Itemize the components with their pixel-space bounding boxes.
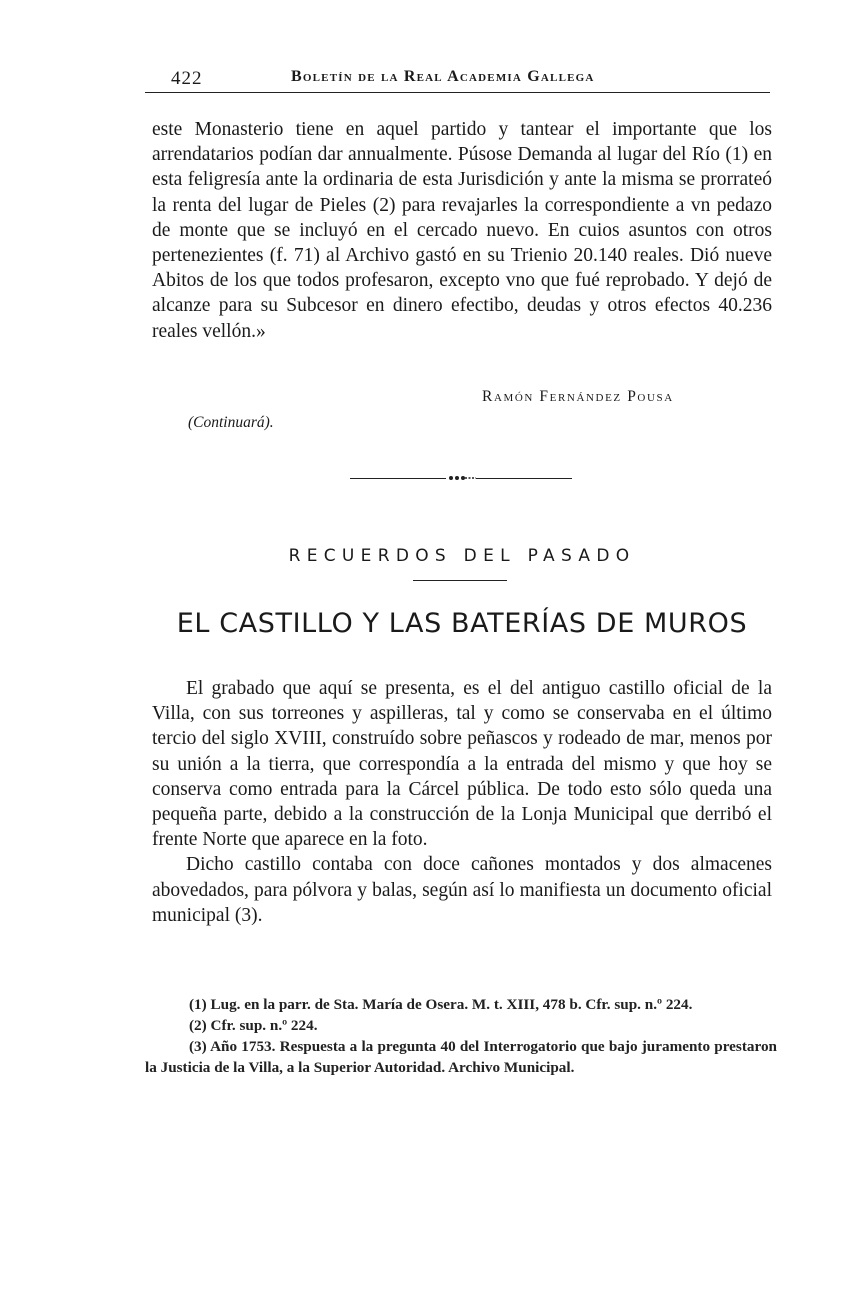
article-paragraph: El grabado que aquí se presenta, es el del antiguo castillo oficial de la Villa, con sus torreones y aspilleras, tal y como se conservaba en el último tercio del siglo XVIII, construído sobre peñascos y rodeado de mar, menos por su unión a la tierra, que correspondía a la entrada del mismo y que hoy se conserva como entrada para la Cárcel pública. De todo esto sólo queda una pequeña parte, debido a la construcción de la Lonja Municipal que derribó el frente Norte que aparece en la foto. <box>152 678 772 851</box>
continued-note: (Continuará). <box>188 414 274 431</box>
article-title: EL CASTILLO Y LAS BATERÍAS DE MUROS <box>176 608 748 639</box>
footnote: (1) Lug. en la parr. de Sta. María de Osera. M. t. XIII, 478 b. Cfr. sup. n.º 224. <box>189 996 693 1013</box>
footnote: (3) Año 1753. Respuesta a la pregunta 40 del Interrogatorio que bajo juramento prestaron la Justicia de la Villa, a la Superior Autoridad. Archivo Municipal. <box>145 1038 777 1076</box>
divider-ornament-icon <box>446 472 476 484</box>
section-rule <box>413 580 507 581</box>
continuation-paragraph: este Monasterio tiene en aquel partido y tantear el importante que los arrendatarios podían dar annualmente. Púsose Demanda al lugar del Río (1) en esta feligresía ante la ordinaria de esta Jurisdición y ante la misma se prorrateó la renta del lugar de Pieles (2) para revajarles la correspondiente a vn pedazo de monte que se incluyó en el cercado nuevo. En cuios asuntos con otros pertenezientes (f. 71) al Archivo gastó en su Trienio 20.140 reales. Dió nueve Abitos de los que todos profesaron, excepto vno que fué reprobado. Y dejó de alcanze para su Subcesor en dinero efectibo, deudas y otros efectos 40.236 reales vellón.» <box>152 119 772 342</box>
footnotes <box>145 994 777 1078</box>
footnote: (2) Cfr. sup. n.º 224. <box>189 1017 318 1034</box>
page-header <box>145 62 770 93</box>
page-number: 422 <box>171 68 203 89</box>
author-signature: Ramón Fernández Pousa <box>482 388 674 405</box>
article-body <box>152 676 772 928</box>
section-title: RECUERDOS DEL PASADO <box>288 546 636 566</box>
running-head: Boletín de la Real Academia Gallega <box>291 68 595 85</box>
article-paragraph: Dicho castillo contaba con doce cañones montados y dos almacenes abovedados, para pólvora y balas, según así lo manifiesta un documento oficial municipal (3). <box>152 854 772 926</box>
